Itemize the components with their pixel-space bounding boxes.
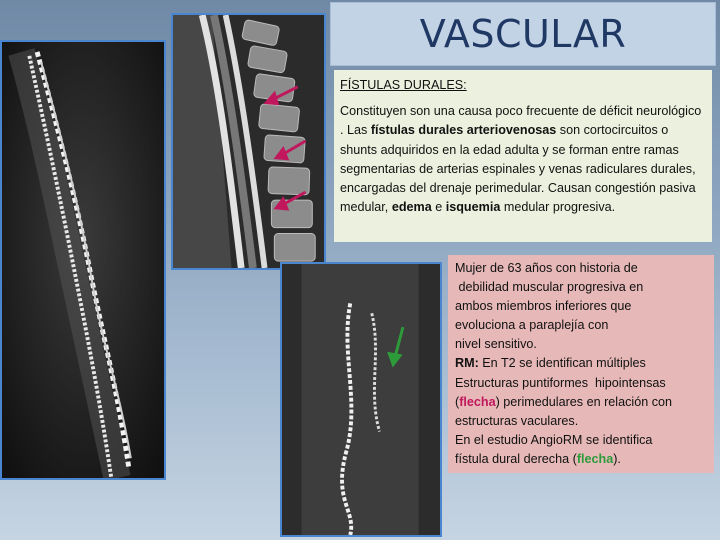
case-box (448, 255, 714, 473)
definition-box (334, 70, 712, 242)
page-title: VASCULAR (419, 12, 627, 56)
definition-text-2: son cortocircuitos o shunts adquiridos en la edad adulta y se forman entre ramas segmentarias de arterias espinales y venas radiculares durales, encargadas del drenaje perimedular. Causan congestión pasiva medular, (340, 123, 696, 215)
case-text (455, 259, 710, 469)
definition-header: FÍSTULAS DURALES: (340, 78, 467, 92)
definition-bold-1: fístulas durales arteriovenosas (370, 123, 557, 138)
rm-end: ). (613, 451, 621, 466)
definition-bold-2: edema (391, 200, 432, 215)
angio-mri-sagittal-image (0, 40, 166, 480)
t2-mri-sagittal-image (171, 13, 326, 270)
rm-text-2: ) perimedulares en relación con estructuras vaculares. En el estudio AngioRM se identifica fístula dural derecha ( (455, 394, 673, 466)
definition-text-3: e (431, 200, 446, 215)
angio-detail-drawing (282, 264, 440, 535)
definition-text-1: Constituyen son una causa poco frecuente de déficit neurológico . Las (340, 104, 702, 138)
angio-mri-drawing (2, 42, 164, 478)
case-history: Mujer de 63 años con historia de debilidad muscular progresiva en ambos miembros inferiores que evoluciona a paraplejía con nivel sensitivo. (455, 261, 644, 352)
flecha-magenta: flecha (459, 394, 496, 409)
angio-mri-detail-image (280, 262, 442, 537)
rm-label: RM: (455, 356, 479, 371)
rm-text-1: En T2 se identifican múltiples Estructuras puntiformes hipointensas ( (455, 356, 666, 409)
title-banner (330, 2, 716, 66)
definition-text-4: medular progresiva. (500, 200, 616, 215)
definition-bold-3: isquemia (445, 200, 501, 215)
flecha-green: flecha (576, 451, 614, 466)
definition-text (340, 102, 706, 217)
t2-mri-drawing (173, 15, 324, 268)
